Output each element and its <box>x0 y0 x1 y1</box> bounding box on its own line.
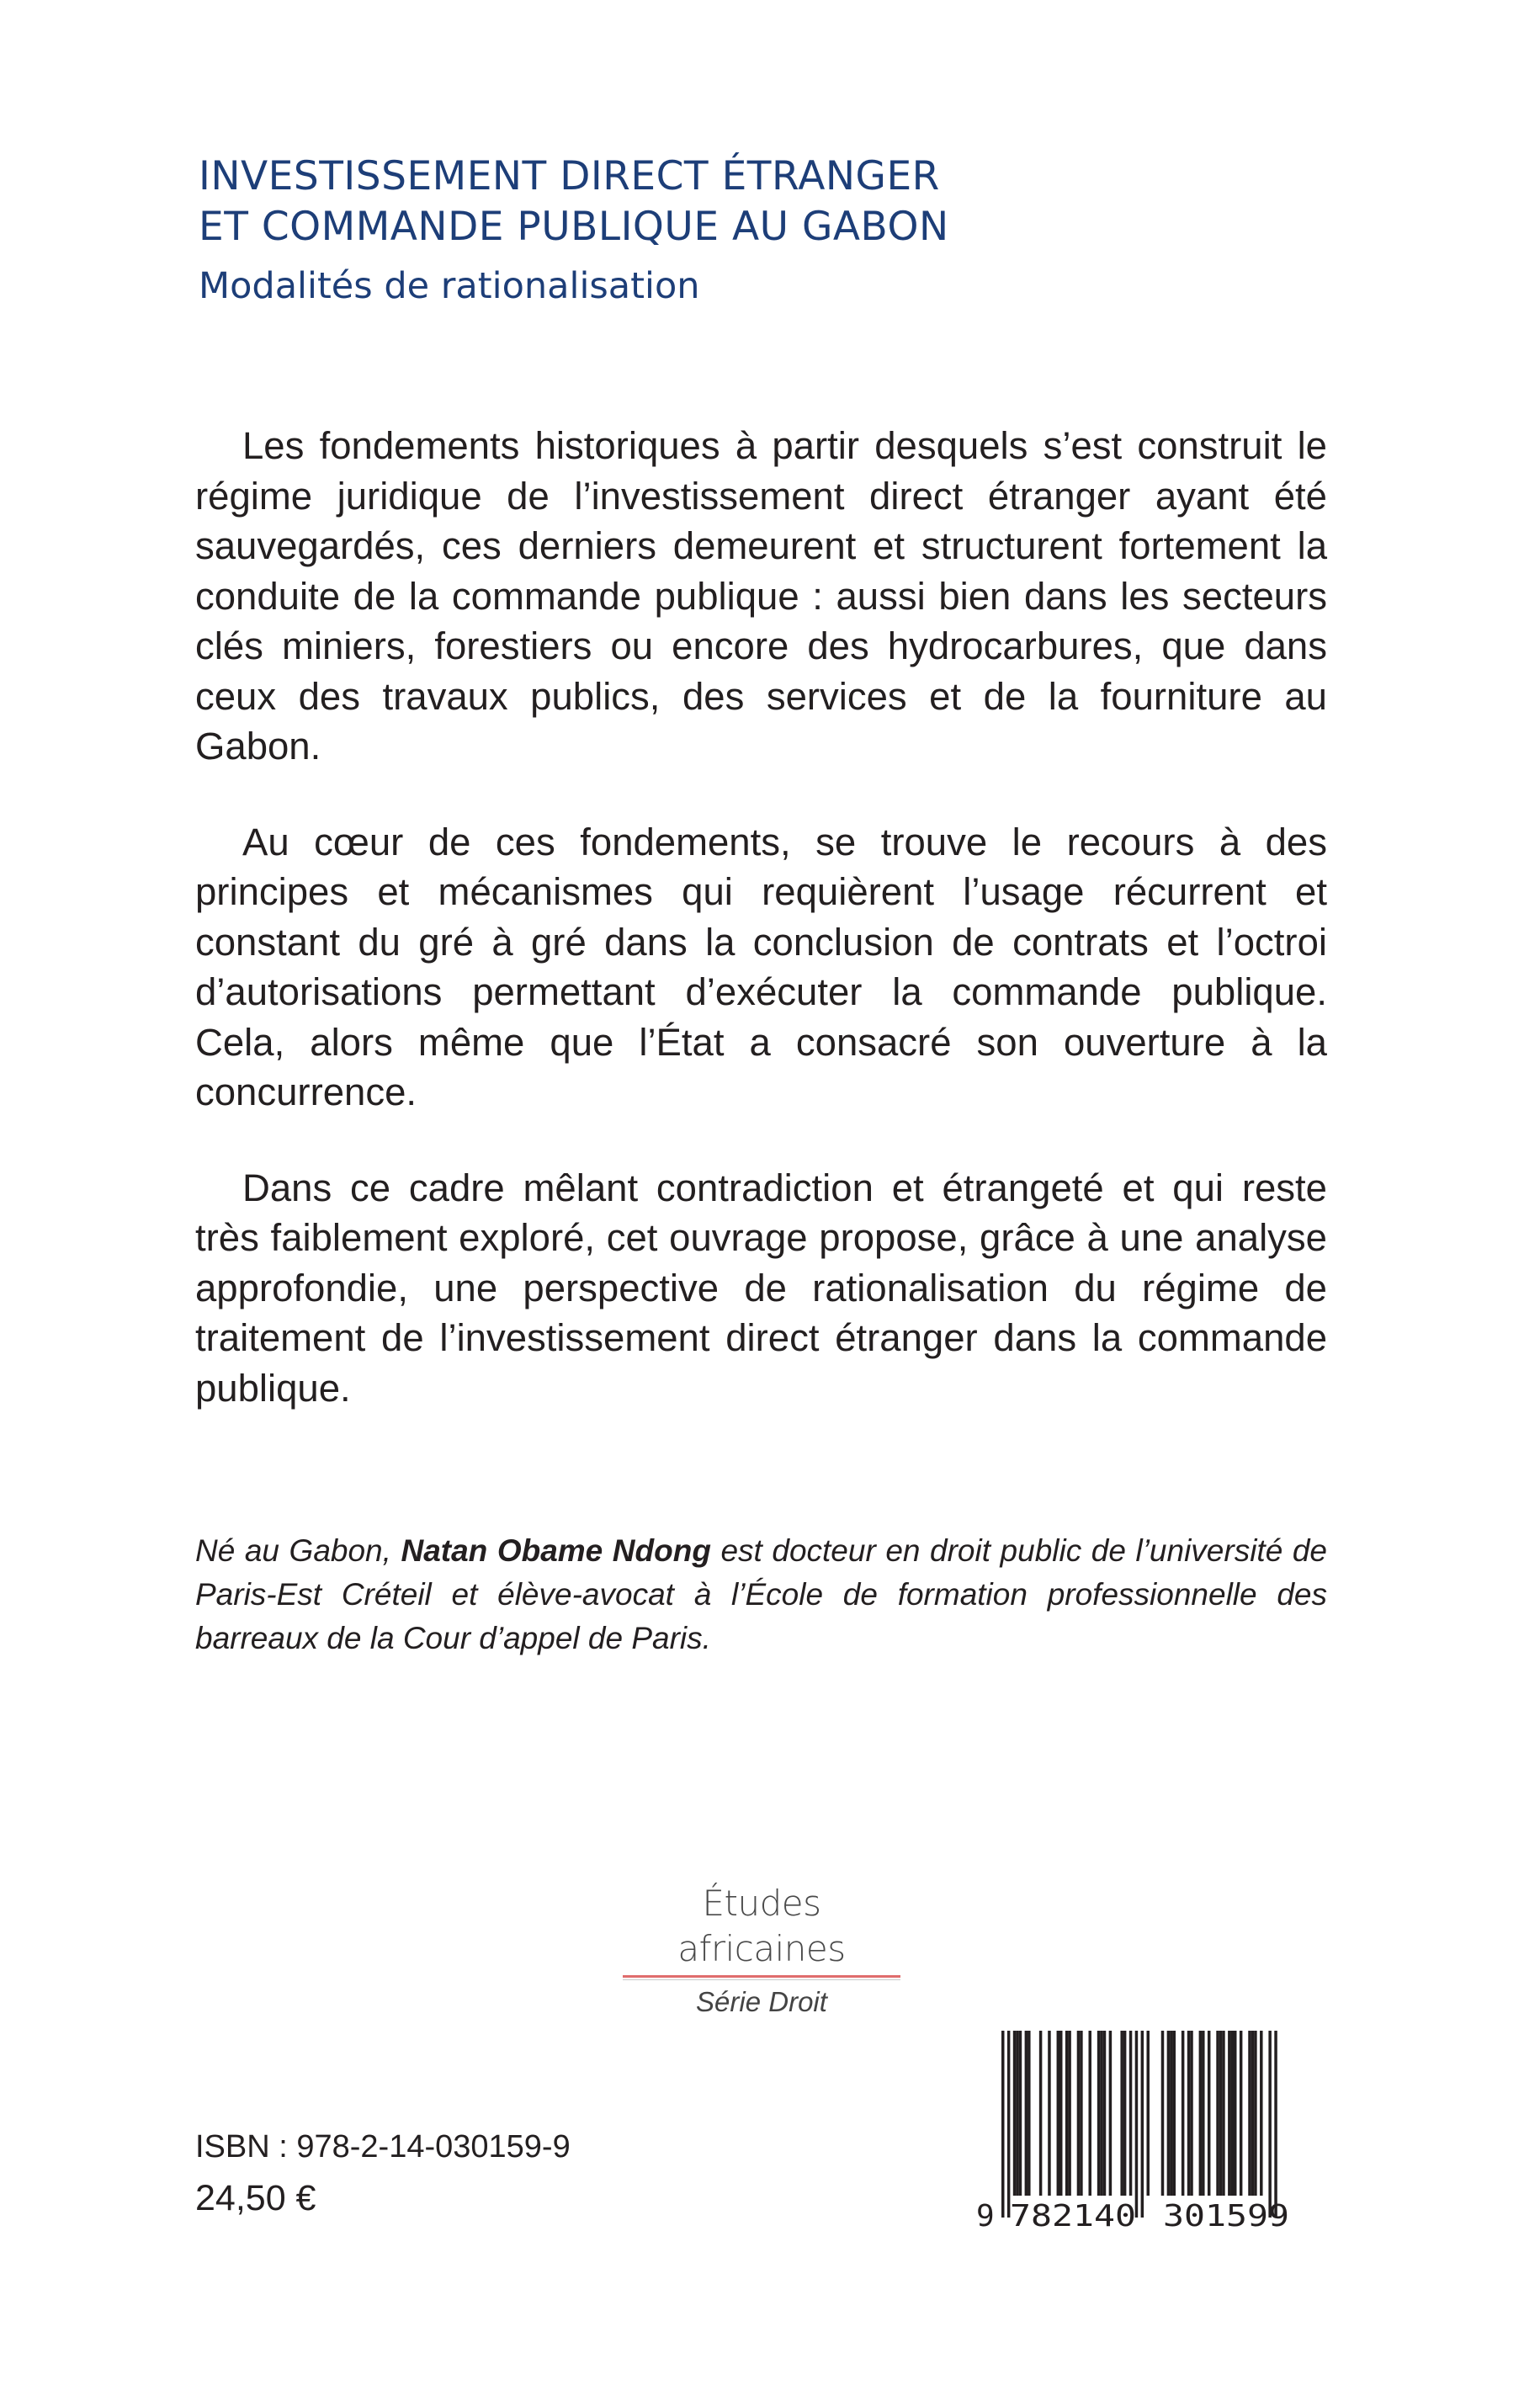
barcode-bar <box>1016 2031 1019 2196</box>
barcode-bar <box>1097 2031 1101 2196</box>
barcode-bar <box>1077 2031 1081 2196</box>
title-line-2: ET COMMANDE PUBLIQUE AU GABON <box>199 204 949 250</box>
barcode-bar <box>1129 2031 1133 2196</box>
barcode-bar <box>1234 2031 1237 2196</box>
barcode-bar <box>1161 2031 1165 2196</box>
barcode-digit-first: 9 <box>976 2199 995 2233</box>
barcode-bar <box>1135 2031 1139 2218</box>
barcode-bar <box>1109 2031 1113 2196</box>
bio-prefix: Né au Gabon, <box>195 1533 401 1568</box>
series-logo <box>623 1881 900 2022</box>
barcode-digits-right: 301599 <box>1163 2199 1289 2233</box>
description-paragraph-3: Dans ce cadre mêlant contradiction et étrangeté et qui reste très faiblement exploré, cet ouvrage propose, grâce à une analyse approfondie, une perspective de rationalisation du régime de traitement de l’investissement direct étranger dans la commande publique. <box>195 1166 1327 1410</box>
barcode-bar <box>1039 2031 1043 2196</box>
barcode-bar <box>1260 2031 1263 2196</box>
barcode-bar <box>1254 2031 1257 2196</box>
barcode-bar <box>1013 2031 1017 2196</box>
barcode-bar <box>1019 2031 1022 2196</box>
barcode-bar <box>1222 2031 1225 2196</box>
barcode-bar <box>1216 2031 1219 2196</box>
barcode-bar <box>1103 2031 1107 2196</box>
barcode-bar <box>1089 2031 1092 2196</box>
barcode-bar <box>1208 2031 1211 2196</box>
barcode-bar <box>1190 2031 1193 2196</box>
barcode-bar <box>1059 2031 1063 2196</box>
barcode-bar <box>1141 2031 1144 2218</box>
book-title <box>199 151 1377 252</box>
description-paragraph-2: Au cœur de ces fondements, se trouve le recours à des principes et mécanismes qui requièrent l’usage récurrent et constant du gré à gré dans la conclusion de contrats et l’octroi d’autorisations permettant d’exécuter la commande publique. Cela, alors même que l’État a consacré son ouverture à la concurrence. <box>195 820 1327 1113</box>
author-bio <box>195 1529 1327 1660</box>
barcode-bar <box>1007 2031 1011 2218</box>
barcode-bar <box>1182 2031 1185 2196</box>
title-line-1: INVESTISSEMENT DIRECT ÉTRANGER <box>199 153 940 199</box>
description <box>195 421 1327 1458</box>
barcode-bar <box>1080 2031 1083 2196</box>
title-block <box>199 151 1377 310</box>
barcode-bar <box>1068 2031 1071 2196</box>
barcode-bar <box>1147 2031 1150 2196</box>
barcode-bar <box>1173 2031 1176 2196</box>
barcode-bar <box>1274 2031 1277 2218</box>
barcode <box>969 2031 1314 2233</box>
barcode-bar <box>1228 2031 1231 2196</box>
barcode-bar <box>1240 2031 1243 2196</box>
barcode-bar <box>1001 2031 1005 2218</box>
series-subtitle: Série Droit <box>696 1986 827 2017</box>
barcode-bar <box>1170 2031 1173 2196</box>
barcode-bar <box>1187 2031 1191 2196</box>
barcode-bar <box>1057 2031 1060 2196</box>
barcode-bar <box>1120 2031 1123 2196</box>
barcode-bar <box>1065 2031 1069 2196</box>
series-accent-rule <box>623 1975 900 1978</box>
book-subtitle: Modalités de rationalisation <box>199 265 700 307</box>
barcode-bar <box>1167 2031 1171 2196</box>
barcode-bar <box>1248 2031 1251 2196</box>
barcode-bar <box>1048 2031 1051 2196</box>
barcode-bar <box>1100 2031 1103 2196</box>
barcode-bar <box>1025 2031 1028 2196</box>
series-divider <box>623 1979 900 1980</box>
description-paragraph-1: Les fondements historiques à partir desquels s’est construit le régime juridique de l’investissement direct étranger ayant été sauvegardés, ces derniers demeurent et structurent fortement la conduite de la commande publique : aussi bien dans les secteurs clés miniers, forestiers ou encore des hydrocarbures, que dans ceux des travaux publics, des services et de la fourniture au Gabon. <box>195 424 1327 768</box>
isbn: ISBN : 978-2-14-030159-9 <box>195 2129 571 2165</box>
barcode-bar <box>1268 2031 1272 2218</box>
price: 24,50 € <box>195 2178 316 2218</box>
barcode-bar <box>1199 2031 1203 2196</box>
author-name: Natan Obame Ndong <box>401 1533 711 1568</box>
barcode-bar <box>1231 2031 1235 2196</box>
barcode-bar <box>1219 2031 1223 2196</box>
barcode-bar <box>1028 2031 1031 2196</box>
barcode-bar <box>1202 2031 1205 2196</box>
barcode-digits-left: 782140 <box>1010 2199 1136 2233</box>
barcode-bar <box>1251 2031 1255 2196</box>
series-name: Études africaines <box>677 1883 846 1969</box>
bio-suffix: est docteur en droit public de l’université de Paris-Est Créteil et élève-avocat à l’École de formation professionnelle des barreaux de la Cour d’appel de Paris. <box>195 1533 1327 1655</box>
barcode-bar <box>1123 2031 1127 2196</box>
